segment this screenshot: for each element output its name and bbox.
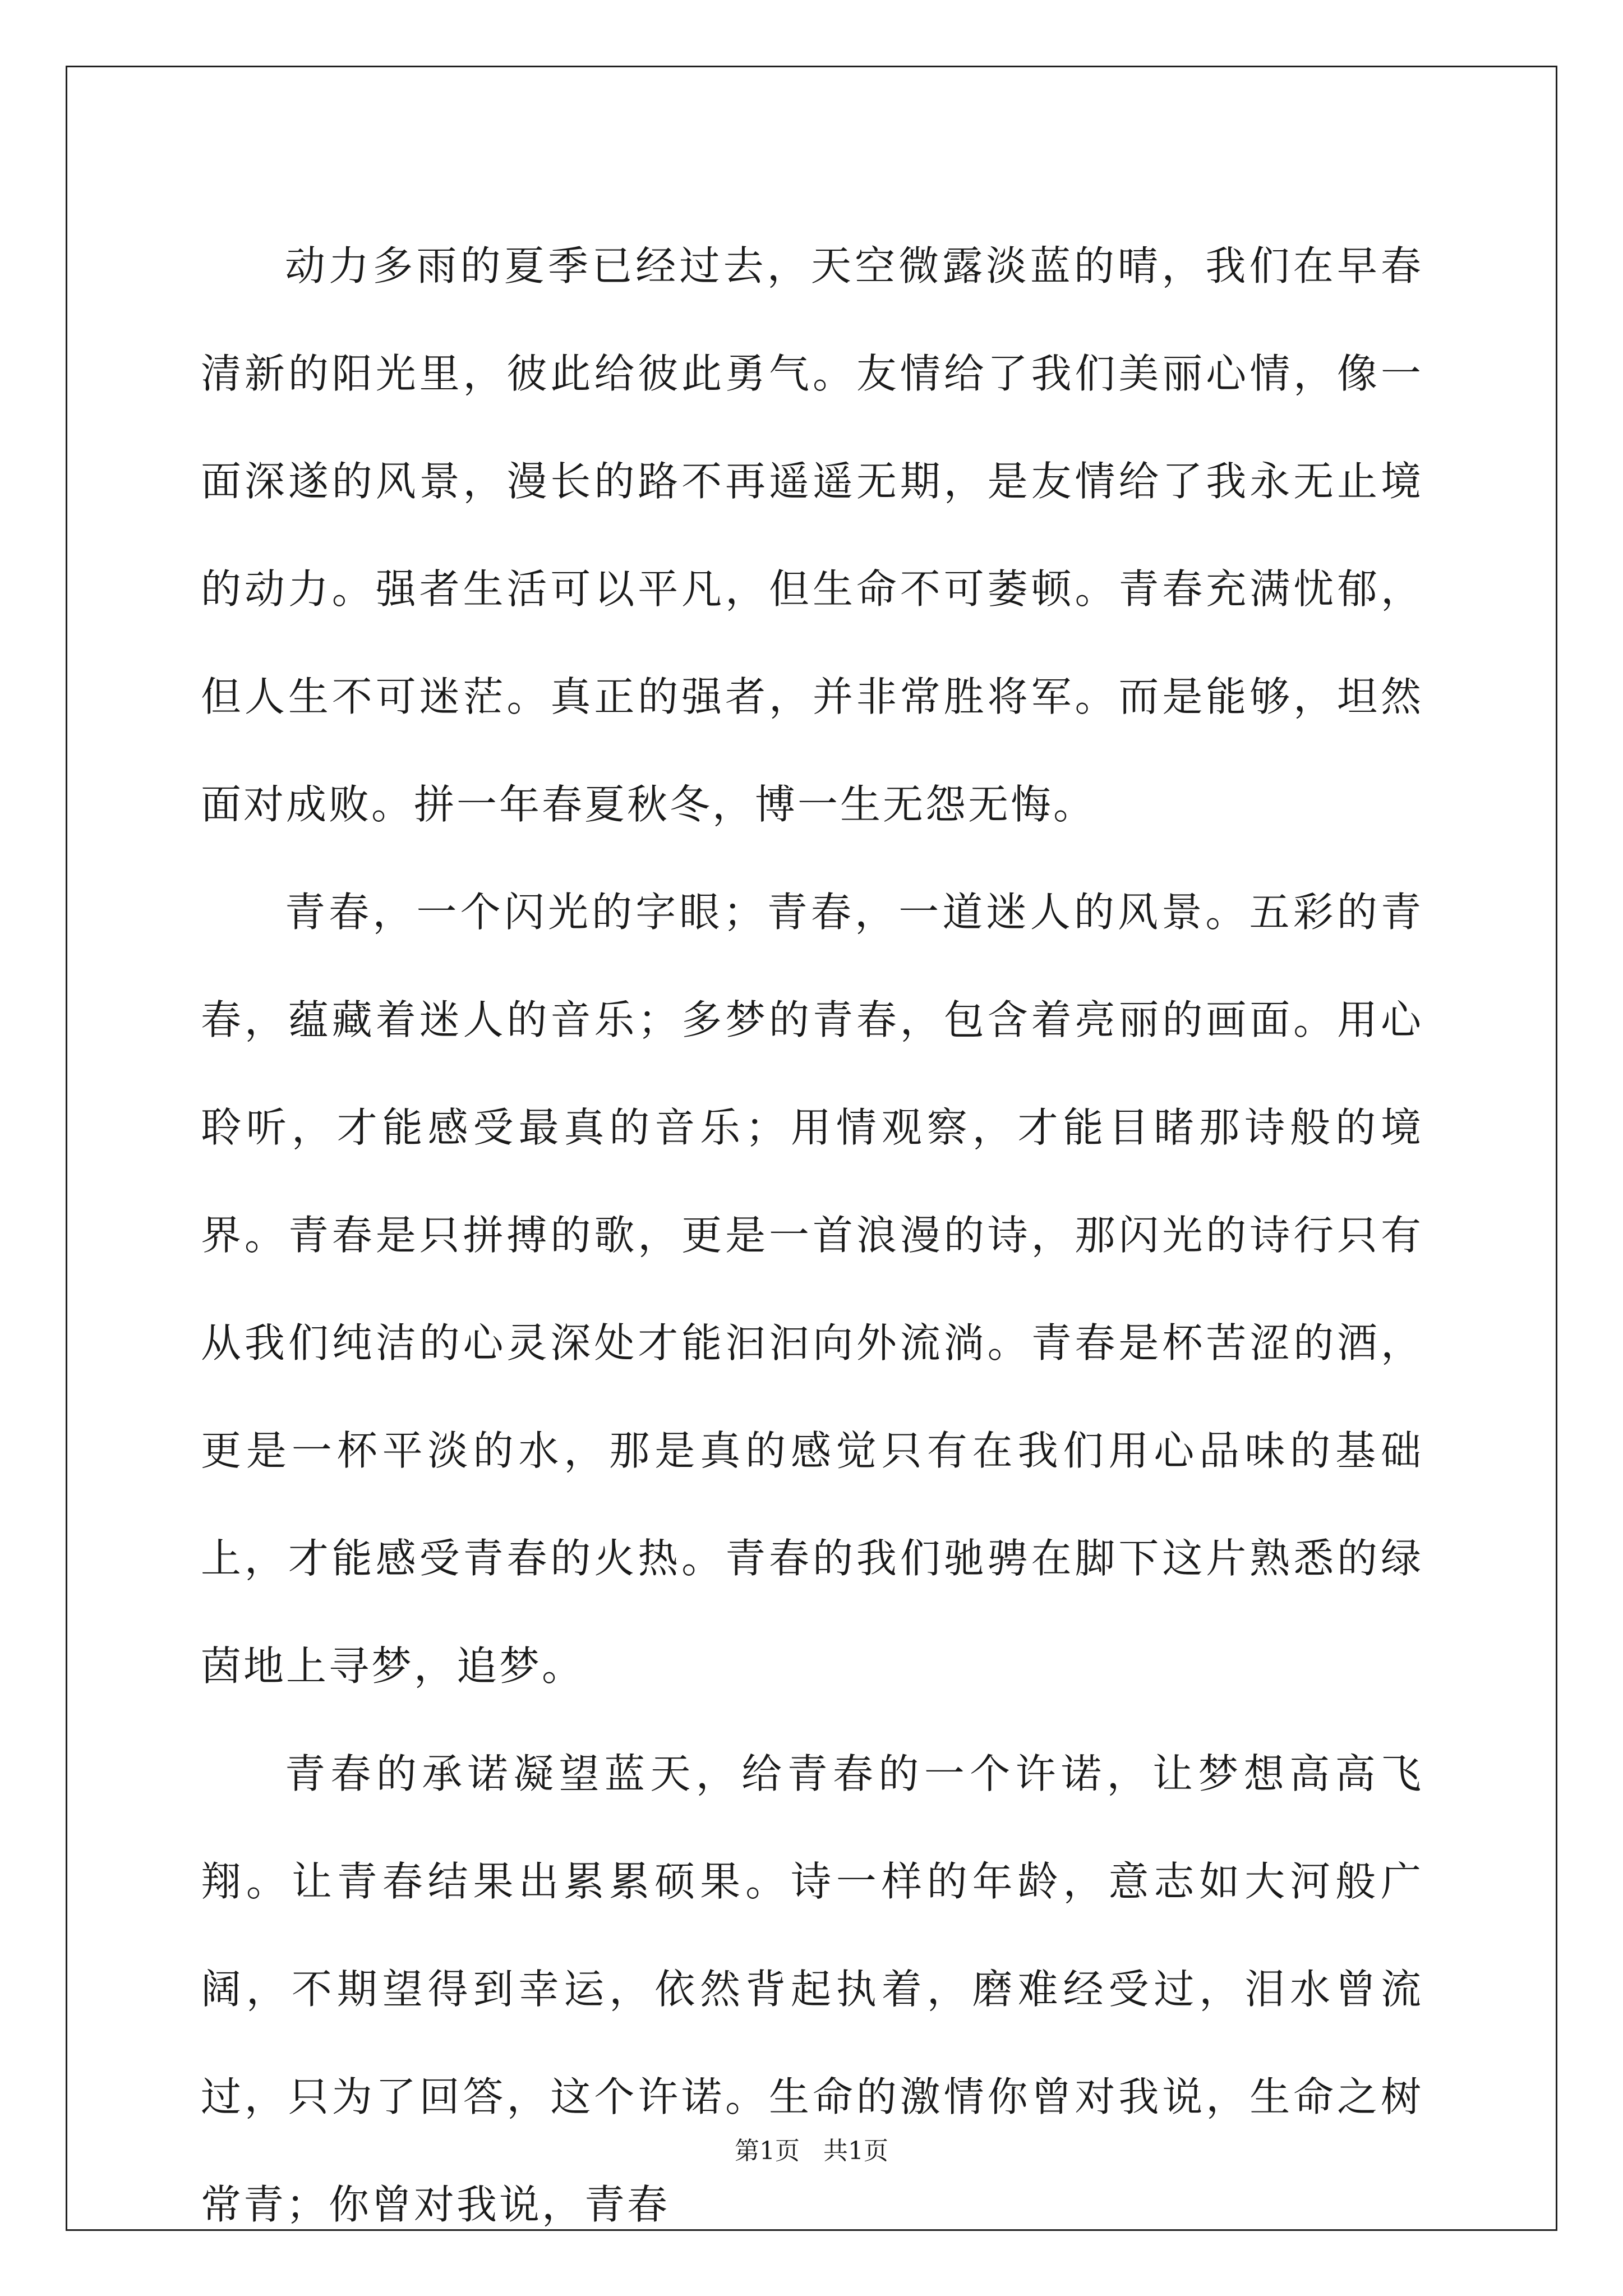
document-body xyxy=(201,212,1423,2258)
paragraph-3: 青春的承诺凝望蓝天，给青春的一个许诺，让梦想高高飞翔。让青春结果出累累硕果。诗一样的年龄，意志如大河般广阔，不期望得到幸运，依然背起执着，磨难经受过，泪水曾流过，只为了回答，这个许诺。生命的激情你曾对我说，生命之树常青；你曾对我说，青春 xyxy=(201,1750,1423,2228)
page-footer: 第1页 共1页 xyxy=(735,2137,888,2165)
paragraph-1: 动力多雨的夏季已经过去，天空微露淡蓝的晴，我们在早春清新的阳光里，彼此给彼此勇气。友情给了我们美丽心情，像一面深遂的风景，漫长的路不再遥遥无期，是友情给了我永无止境的动力。强者生活可以平凡，但生命不可萎顿。青春充满忧郁，但人生不可迷茫。真正的强者，并非常胜将军。而是能够，坦然面对成败。拼一年春夏秋冬，博一生无怨无悔。 xyxy=(201,242,1423,828)
paragraph-2: 青春，一个闪光的字眼；青春，一道迷人的风景。五彩的青春，蕴藏着迷人的音乐；多梦的青春，包含着亮丽的画面。用心聆听，才能感受最真的音乐；用情观察，才能目睹那诗般的境界。青春是只拼搏的歌，更是一首浪漫的诗，那闪光的诗行只有从我们纯洁的心灵深处才能汩汩向外流淌。青春是杯苦涩的酒，更是一杯平淡的水，那是真的感觉只有在我们用心品味的基础上，才能感受青春的火热。青春的我们驰骋在脚下这片熟悉的绿茵地上寻梦，追梦。 xyxy=(201,889,1423,1690)
